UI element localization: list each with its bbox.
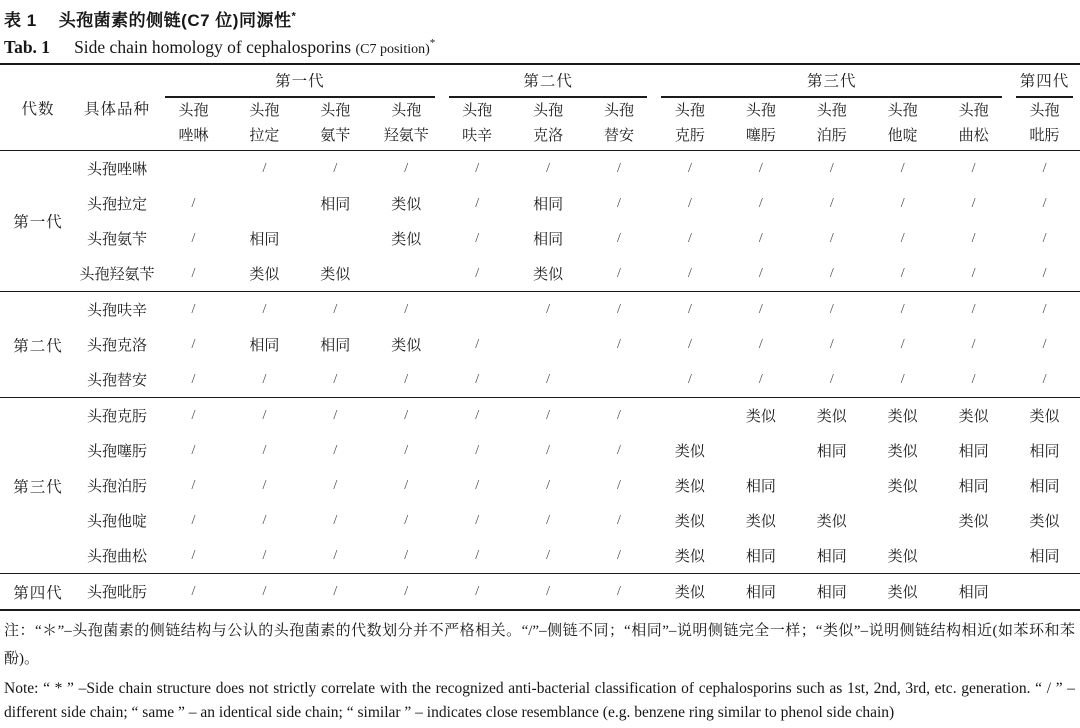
drug-column-header-line: 替安: [603, 128, 634, 144]
homology-cell: /: [262, 160, 267, 176]
drug-column-header-line: 头孢: [958, 102, 989, 119]
table-row: [0, 362, 1080, 398]
drug-column-header-line: 唑啉: [178, 128, 209, 144]
table-row: [0, 574, 1080, 611]
homology-cell: 类似: [867, 538, 938, 574]
table-title-en-paren: (C7 position): [355, 42, 430, 57]
homology-cell: 相同: [938, 574, 1009, 611]
generation-group-label: 第三代: [661, 69, 1002, 98]
table-row: [0, 221, 1080, 256]
homology-cell: /: [229, 574, 300, 611]
homology-cell: 相同: [249, 338, 280, 354]
homology-cell: /: [513, 574, 584, 611]
header-drug-row: [0, 98, 1080, 151]
homology-cell: /: [475, 442, 480, 458]
drug-column-header-line: 呋辛: [462, 128, 493, 144]
homology-cell: 类似: [745, 409, 776, 425]
homology-cell: /: [584, 574, 655, 611]
homology-cell: /: [758, 301, 763, 317]
self-comparison-cell: [584, 362, 655, 398]
homology-cell: /: [475, 477, 480, 493]
homology-cell: /: [687, 336, 692, 352]
homology-cell: /: [617, 477, 621, 493]
homology-cell: /: [900, 230, 905, 246]
homology-table: [0, 63, 1080, 611]
drug-column-header-line: 拉定: [249, 128, 280, 144]
homology-cell: /: [758, 195, 763, 211]
homology-cell: 类似: [391, 197, 422, 213]
homology-cell: /: [617, 160, 621, 176]
table-title-en-text: Side chain homology of cephalosporins: [74, 37, 352, 57]
footnote-english: Note: “ * ” –Side chain structure does not strictly correlate with the recognized anti-bacterial classification of cephalosporins such as 1st, 2nd, 3rd, etc. generation. “ / ” –different side chain; “ same ” – an identical side chain; “ similar ” – indicates close resemblance (e.g. benzene ring similar to phenol side chain): [4, 679, 1075, 721]
homology-cell: /: [971, 301, 976, 317]
table-title-en: [0, 31, 1080, 60]
homology-cell: /: [191, 477, 196, 493]
self-comparison-cell: [158, 151, 229, 187]
generation-row-label: 第三代: [0, 398, 76, 574]
drug-column-header-line: 头孢: [320, 102, 351, 119]
drug-column-header-line: 头孢: [745, 102, 776, 119]
table-number-zh: 表 1: [4, 11, 37, 30]
table-row: [0, 538, 1080, 574]
drug-column-header: [229, 98, 300, 151]
drug-column-header-line: 他啶: [887, 128, 918, 144]
homology-cell: /: [617, 442, 621, 458]
drug-column-header-line: 头孢: [178, 102, 209, 119]
homology-cell: 类似: [958, 514, 989, 530]
drug-row-label: 头孢拉定: [86, 197, 147, 213]
drug-row-label: 头孢噻肟: [86, 444, 147, 460]
homology-cell: /: [475, 407, 480, 423]
homology-cell: /: [1042, 195, 1047, 211]
homology-cell: /: [617, 301, 621, 317]
homology-cell: /: [900, 336, 905, 352]
homology-cell: /: [971, 160, 976, 176]
homology-cell: /: [584, 256, 655, 292]
table-row: [0, 327, 1080, 362]
homology-cell: /: [371, 538, 442, 574]
table-row: [0, 186, 1080, 221]
homology-cell: /: [262, 477, 267, 493]
corner-header-generation: 代数: [0, 64, 76, 151]
drug-column-header-line: 头孢: [391, 102, 422, 119]
homology-table-header: [0, 64, 1080, 151]
drug-row-label: 头孢克洛: [86, 338, 147, 354]
drug-column-header-line: 头孢: [674, 102, 705, 119]
homology-cell: 类似: [674, 514, 705, 530]
drug-column-header: [867, 98, 938, 151]
self-comparison-cell: [938, 538, 1009, 574]
homology-table-body: [0, 151, 1080, 611]
table-title-zh: [0, 0, 1080, 31]
homology-cell: /: [229, 362, 300, 398]
homology-cell: /: [513, 538, 584, 574]
homology-cell: 相同: [1029, 444, 1060, 460]
drug-column-header-line: 吡肟: [1029, 128, 1060, 144]
homology-cell: /: [546, 442, 551, 458]
homology-cell: 相同: [958, 479, 989, 495]
homology-cell: /: [900, 301, 905, 317]
homology-cell: /: [1042, 336, 1047, 352]
title-asterisk-zh: *: [291, 10, 297, 23]
table-number-en: Tab. 1: [4, 37, 51, 57]
homology-cell: /: [191, 512, 196, 528]
homology-cell: /: [758, 336, 763, 352]
homology-cell: /: [371, 574, 442, 611]
homology-cell: /: [475, 230, 480, 246]
homology-cell: 相同: [816, 444, 847, 460]
homology-cell: 相同: [1009, 538, 1080, 574]
homology-cell: /: [617, 512, 621, 528]
drug-column-header: [513, 98, 584, 151]
homology-cell: /: [475, 160, 480, 176]
generation-row-label: 第四代: [0, 574, 76, 611]
table-row: [0, 433, 1080, 468]
homology-cell: 类似: [674, 479, 705, 495]
homology-cell: /: [617, 407, 621, 423]
homology-cell: /: [333, 442, 338, 458]
generation-group-header: [654, 64, 1009, 98]
drug-row-label: 头孢泊肟: [86, 479, 147, 495]
homology-cell: /: [191, 230, 196, 246]
homology-cell: /: [829, 336, 834, 352]
homology-cell: /: [475, 512, 480, 528]
homology-cell: 相同: [796, 538, 867, 574]
homology-cell: /: [262, 407, 267, 423]
homology-cell: /: [300, 362, 371, 398]
homology-cell: 类似: [1029, 409, 1060, 425]
homology-cell: 相同: [1029, 479, 1060, 495]
homology-cell: /: [867, 362, 938, 398]
homology-cell: /: [687, 160, 692, 176]
homology-cell: /: [829, 301, 834, 317]
drug-column-header-line: 头孢: [603, 102, 634, 119]
generation-row-label: 第一代: [0, 151, 76, 292]
generation-group-header: [1009, 64, 1080, 98]
homology-cell: /: [333, 407, 338, 423]
homology-cell: /: [513, 362, 584, 398]
homology-cell: /: [796, 256, 867, 292]
drug-column-header: [796, 98, 867, 151]
homology-cell: /: [404, 160, 409, 176]
table-row: [0, 292, 1080, 328]
homology-cell: /: [300, 538, 371, 574]
homology-cell: /: [262, 512, 267, 528]
homology-cell: /: [546, 407, 551, 423]
table-title-zh-text: 头孢菌素的侧链(C7 位)同源性: [58, 11, 292, 30]
homology-cell: 类似: [887, 479, 918, 495]
table-row: [0, 468, 1080, 503]
footnotes: [0, 611, 1080, 725]
homology-cell: 相同: [745, 479, 776, 495]
generation-group-label: 第二代: [449, 69, 648, 98]
homology-cell: /: [796, 362, 867, 398]
drug-column-header: [654, 98, 725, 151]
footnote-chinese: 注：“＊”–头孢菌素的侧链结构与公认的头孢菌素的代数划分并不严格相关。“/”–侧链不同；“相同”–说明侧链完全一样；“类似”–说明侧链结构相近(如苯环和苯酚)。: [4, 623, 1075, 667]
homology-cell: /: [442, 362, 513, 398]
drug-column-header-line: 克洛: [533, 128, 564, 144]
generation-group-label: 第一代: [165, 69, 435, 98]
homology-cell: /: [229, 538, 300, 574]
drug-column-header-line: 头孢: [1029, 102, 1060, 119]
homology-cell: /: [687, 195, 692, 211]
homology-cell: 类似: [867, 574, 938, 611]
drug-row-label: 头孢呋辛: [86, 303, 147, 319]
self-comparison-cell: [371, 256, 442, 292]
homology-cell: /: [687, 230, 692, 246]
homology-cell: 相同: [320, 197, 351, 213]
homology-cell: /: [371, 362, 442, 398]
homology-cell: 类似: [300, 256, 371, 292]
homology-cell: 相同: [725, 538, 796, 574]
homology-cell: /: [725, 256, 796, 292]
homology-cell: /: [1042, 301, 1047, 317]
drug-column-header: [158, 98, 229, 151]
drug-column-header-line: 羟氨苄: [383, 128, 429, 144]
homology-cell: /: [938, 256, 1009, 292]
self-comparison-cell: [442, 292, 513, 328]
drug-column-header-line: 氨苄: [320, 128, 351, 144]
homology-cell: /: [262, 442, 267, 458]
homology-cell: /: [1042, 160, 1047, 176]
drug-column-header-line: 克肟: [674, 128, 705, 144]
homology-cell: /: [654, 362, 725, 398]
homology-cell: 类似: [391, 232, 422, 248]
homology-cell: /: [191, 301, 196, 317]
homology-cell: 类似: [674, 444, 705, 460]
homology-cell: /: [938, 362, 1009, 398]
homology-cell: 相同: [320, 338, 351, 354]
homology-cell: 相同: [249, 232, 280, 248]
drug-row-label: 头孢克肟: [86, 409, 147, 425]
homology-cell: /: [1009, 362, 1080, 398]
drug-row-label: 头孢吡肟: [76, 574, 158, 611]
homology-cell: 类似: [887, 444, 918, 460]
homology-cell: /: [191, 336, 196, 352]
homology-cell: /: [758, 230, 763, 246]
homology-cell: 类似: [229, 256, 300, 292]
homology-cell: /: [475, 336, 480, 352]
corner-header-variety: 具体品种: [76, 64, 158, 151]
homology-cell: /: [617, 336, 621, 352]
homology-cell: /: [158, 574, 229, 611]
homology-cell: /: [191, 407, 196, 423]
homology-cell: /: [442, 574, 513, 611]
homology-cell: 相同: [725, 574, 796, 611]
homology-cell: 类似: [816, 514, 847, 530]
homology-cell: /: [191, 442, 196, 458]
homology-cell: 类似: [745, 514, 776, 530]
self-comparison-cell: [1009, 574, 1080, 611]
homology-cell: /: [404, 477, 409, 493]
generation-row-label: 第二代: [0, 292, 76, 398]
homology-cell: /: [475, 195, 480, 211]
homology-cell: /: [191, 195, 196, 211]
homology-cell: /: [442, 256, 513, 292]
homology-cell: 类似: [513, 256, 584, 292]
drug-column-header: [584, 98, 655, 151]
homology-cell: /: [687, 301, 692, 317]
homology-cell: /: [584, 538, 655, 574]
homology-cell: /: [333, 512, 338, 528]
drug-row-label: 头孢氨苄: [86, 232, 147, 248]
drug-column-header-line: 头孢: [533, 102, 564, 119]
homology-cell: 类似: [654, 574, 725, 611]
homology-cell: /: [546, 512, 551, 528]
homology-cell: /: [546, 301, 551, 317]
homology-cell: 相同: [533, 232, 564, 248]
homology-cell: /: [333, 301, 338, 317]
homology-cell: /: [442, 538, 513, 574]
homology-cell: /: [262, 301, 267, 317]
homology-cell: /: [404, 301, 409, 317]
homology-cell: 相同: [533, 197, 564, 213]
homology-cell: 类似: [816, 409, 847, 425]
drug-column-header: [725, 98, 796, 151]
homology-cell: /: [404, 407, 409, 423]
homology-cell: /: [546, 160, 551, 176]
homology-cell: /: [900, 195, 905, 211]
drug-column-header-line: 头孢: [462, 102, 493, 119]
homology-cell: /: [829, 195, 834, 211]
homology-cell: /: [900, 160, 905, 176]
homology-cell: /: [333, 477, 338, 493]
homology-cell: /: [867, 256, 938, 292]
self-comparison-cell: [654, 398, 725, 434]
homology-cell: 类似: [887, 409, 918, 425]
homology-cell: 类似: [654, 538, 725, 574]
homology-cell: 相同: [796, 574, 867, 611]
homology-cell: /: [158, 538, 229, 574]
homology-cell: 相同: [958, 444, 989, 460]
homology-cell: /: [725, 362, 796, 398]
homology-cell: /: [758, 160, 763, 176]
drug-column-header-line: 曲松: [958, 128, 989, 144]
table-row: [0, 151, 1080, 187]
generation-group-header: [158, 64, 442, 98]
drug-row-label: 头孢曲松: [76, 538, 158, 574]
self-comparison-cell: [725, 433, 796, 468]
header-group-row: [0, 64, 1080, 98]
homology-cell: 类似: [958, 409, 989, 425]
homology-cell: /: [404, 442, 409, 458]
drug-row-label: 头孢替安: [76, 362, 158, 398]
self-comparison-cell: [300, 221, 371, 256]
table-row: [0, 398, 1080, 434]
drug-column-header: [371, 98, 442, 151]
homology-cell: /: [404, 512, 409, 528]
homology-cell: /: [654, 256, 725, 292]
homology-cell: /: [158, 256, 229, 292]
homology-cell: /: [617, 230, 621, 246]
drug-column-header-line: 头孢: [249, 102, 280, 119]
table-row: [0, 503, 1080, 538]
homology-cell: /: [971, 336, 976, 352]
homology-cell: /: [300, 574, 371, 611]
title-asterisk-en: *: [429, 37, 436, 50]
table-row: [0, 256, 1080, 292]
homology-cell: /: [333, 160, 338, 176]
homology-cell: /: [617, 195, 621, 211]
homology-cell: /: [829, 230, 834, 246]
homology-cell: /: [1009, 256, 1080, 292]
drug-column-header: [300, 98, 371, 151]
drug-column-header-line: 头孢: [887, 102, 918, 119]
drug-row-label: 头孢他啶: [86, 514, 147, 530]
homology-cell: /: [546, 477, 551, 493]
generation-group-header: [442, 64, 655, 98]
homology-cell: /: [1042, 230, 1047, 246]
drug-row-label: 头孢唑啉: [86, 162, 147, 178]
self-comparison-cell: [867, 503, 938, 538]
self-comparison-cell: [513, 327, 584, 362]
homology-cell: /: [158, 362, 229, 398]
homology-cell: /: [829, 160, 834, 176]
homology-cell: 类似: [391, 338, 422, 354]
drug-column-header: [938, 98, 1009, 151]
generation-group-label: 第四代: [1016, 69, 1073, 98]
drug-column-header: [1009, 98, 1080, 151]
homology-cell: 类似: [1029, 514, 1060, 530]
drug-column-header-line: 噻肟: [745, 128, 776, 144]
drug-row-label: 头孢羟氨苄: [76, 256, 158, 292]
homology-cell: /: [971, 195, 976, 211]
drug-column-header-line: 头孢: [816, 102, 847, 119]
self-comparison-cell: [796, 468, 867, 503]
homology-cell: /: [971, 230, 976, 246]
drug-column-header-line: 泊肟: [816, 128, 847, 144]
drug-column-header: [442, 98, 513, 151]
self-comparison-cell: [229, 186, 300, 221]
